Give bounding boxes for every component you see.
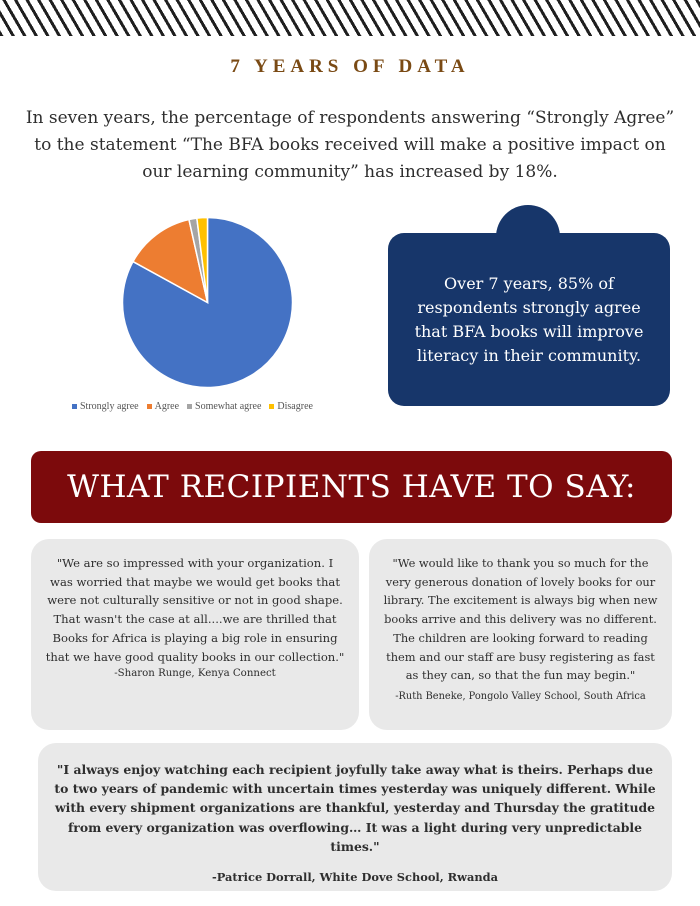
legend-item-strongly-agree	[72, 401, 139, 412]
legend-item-agree	[147, 401, 179, 412]
legend-item-disagree	[269, 401, 313, 412]
legend-label: Agree	[154, 401, 180, 412]
quote-text: "I always enjoy watching each recipient joyfully take away what is theirs. Perhaps due to two years of pandemic with uncertain times yesterday was uniquely different. While with every shipment organizations are thankful, yesterday and Thursday the gratitude from every organization was overflowing… It was a light during very unpredictable times."	[54, 762, 656, 854]
striped-header-border	[0, 0, 700, 36]
quote-attribution: -Sharon Runge, Kenya Connect	[114, 668, 276, 680]
legend-swatch	[147, 404, 152, 409]
legend-swatch	[72, 404, 77, 409]
chart-legend	[72, 401, 372, 412]
quote-card-south-africa	[369, 539, 672, 730]
legend-swatch	[269, 404, 274, 409]
pie-chart-svg	[120, 215, 295, 390]
callout-text: Over 7 years, 85% of respondents strongly agree that BFA books will improve literacy in their community.	[414, 273, 644, 365]
recipients-banner: WHAT RECIPIENTS HAVE TO SAY:	[31, 451, 672, 523]
callout-box	[388, 233, 670, 406]
legend-swatch	[187, 404, 192, 409]
quote-text: "We would like to thank you so much for the very generous donation of lovely books for our library. The excitement is always big when new books arrive and this delivery was no different. The children are looking forward to reading them and our staff are busy registering as fast as they can, so that the fun may begin."	[383, 556, 658, 683]
legend-item-somewhat-agree	[187, 401, 261, 412]
section-title: 7 YEARS OF DATA	[230, 56, 470, 77]
legend-label: Somewhat agree	[195, 401, 262, 412]
legend-label: Disagree	[277, 401, 313, 412]
quote-attribution: -Ruth Beneke, Pongolo Valley School, South Africa	[395, 690, 646, 702]
quote-attribution: -Patrice Dorrall, White Dove School, Rwanda	[212, 870, 498, 885]
quote-card-rwanda	[38, 743, 672, 891]
quote-card-kenya	[31, 539, 359, 730]
pie-chart	[120, 215, 295, 390]
quote-text: "We are so impressed with your organization. I was worried that maybe we would get books that were not culturally sensitive or not in good shape. That wasn't the case at all....we are thrilled that Books for Africa is playing a big role in ensuring that we have good quality books in our collection."	[45, 556, 345, 664]
legend-label: Strongly agree	[80, 401, 139, 412]
intro-paragraph: In seven years, the percentage of respondents answering “Strongly Agree” to the statement “The BFA books received will make a positive impact on our learning community” has increased by 18%.	[25, 108, 675, 182]
